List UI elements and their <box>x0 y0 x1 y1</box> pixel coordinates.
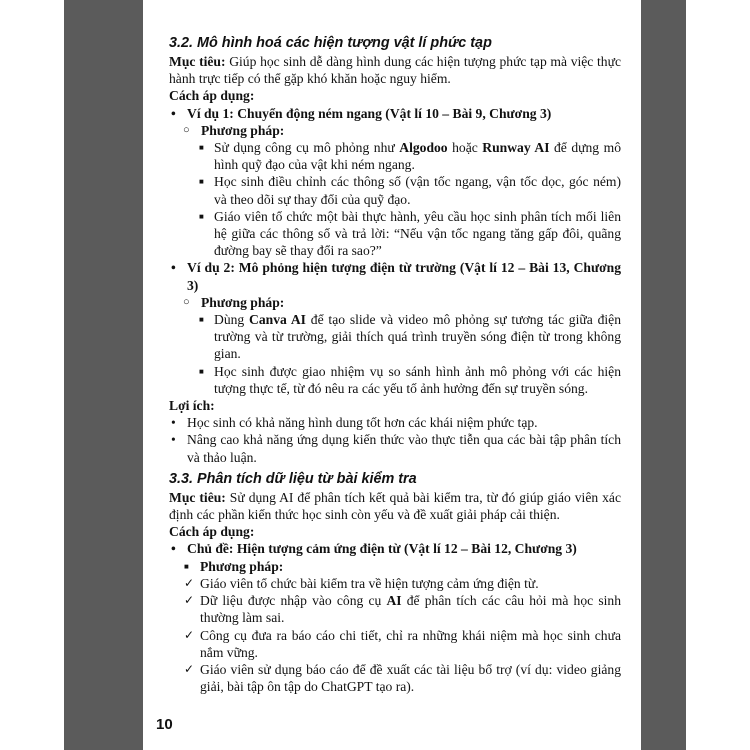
square-bullet-icon: ■ <box>199 143 204 153</box>
round-bullet-icon: • <box>171 432 176 448</box>
check-item-1: ✓ Giáo viên tổ chức bài kiểm tra về hiện tượng cảm ứng điện từ. <box>184 575 539 591</box>
right-gray-band <box>641 0 686 750</box>
check-icon: ✓ <box>184 627 195 642</box>
square-bullet-icon: ■ <box>184 561 189 571</box>
topic-method: ■ Phương pháp: <box>184 558 284 574</box>
topic-title: • Chủ đề: Hiện tượng cảm ứng điện từ (Vật lí 12 – Bài 12, Chương 3) <box>171 541 577 557</box>
goal-paragraph <box>169 53 621 87</box>
example-2-step-2: ■ Học sinh được giao nhiệm vụ so sánh hình ảnh mô phỏng với các hiện tượng thực tế, từ đó nêu ra các yếu tố ảnh hưởng đến sự truyền sóng. <box>199 363 621 396</box>
hollow-bullet-icon: ○ <box>183 123 190 136</box>
apply-label-3-3: Cách áp dụng: <box>169 524 255 540</box>
example-1-method: ○ Phương pháp: <box>183 122 285 138</box>
goal-text: Giúp học sinh dễ dàng hình dung các hiện tượng phức tạp mà việc thực hành trực tiếp có thể gặp khó khăn hoặc nguy hiểm. <box>169 54 621 87</box>
round-bullet-icon: • <box>171 260 176 276</box>
benefit-item-2: • Nâng cao khả năng ứng dụng kiến thức vào thực tiễn qua các bài tập phân tích và thảo luận. <box>171 432 621 465</box>
goal-paragraph-3-3 <box>169 489 621 523</box>
goal-label: Mục tiêu: <box>169 489 226 505</box>
section-heading-3-3: 3.3. Phân tích dữ liệu từ bài kiểm tra <box>169 470 417 487</box>
page-content <box>169 34 621 695</box>
example-2-title: • Ví dụ 2: Mô phỏng hiện tượng điện từ trường (Vật lí 12 – Bài 13, Chương 3) <box>171 260 621 293</box>
example-1-step-1: ■ Sử dụng công cụ mô phỏng như Algodoo hoặc Runway AI để dựng mô hình quỹ đạo của vật khi ném ngang. <box>199 140 621 173</box>
square-bullet-icon: ■ <box>199 211 204 221</box>
example-1-title: • Ví dụ 1: Chuyển động ném ngang (Vật lí 10 – Bài 9, Chương 3) <box>171 105 552 121</box>
goal-text: Sử dụng AI để phân tích kết quả bài kiểm tra, từ đó giúp giáo viên xác định các phần kiến thức học sinh còn yếu và đề xuất giải pháp cải thiện. <box>169 489 621 523</box>
square-bullet-icon: ■ <box>199 366 204 376</box>
goal-label: Mục tiêu: <box>169 54 226 69</box>
benefit-label: Lợi ích: <box>169 398 215 414</box>
round-bullet-icon: • <box>171 541 176 557</box>
example-1-step-2: ■ Học sinh điều chỉnh các thông số (vận tốc ngang, vận tốc dọc, góc ném) và theo dõi sự thay đổi của quỹ đạo. <box>199 174 621 207</box>
check-item-4: ✓ Giáo viên sử dụng báo cáo để đề xuất các tài liệu bổ trợ (ví dụ: video giảng giải, bài tập ôn tập do ChatGPT tạo ra). <box>184 661 621 695</box>
hollow-bullet-icon: ○ <box>183 295 190 308</box>
check-icon: ✓ <box>184 593 195 608</box>
round-bullet-icon: • <box>171 105 176 121</box>
benefit-item-1: • Học sinh có khả năng hình dung tốt hơn các khái niệm phức tạp. <box>171 415 538 431</box>
check-icon: ✓ <box>184 575 195 590</box>
square-bullet-icon: ■ <box>199 315 204 325</box>
round-bullet-icon: • <box>171 415 176 431</box>
check-item-2: ✓ Dữ liệu được nhập vào công cụ AI để phân tích các câu hỏi mà học sinh thường làm sai. <box>184 593 621 626</box>
check-icon: ✓ <box>184 661 195 676</box>
apply-label: Cách áp dụng: <box>169 88 255 104</box>
example-1-step-3: ■ Giáo viên tổ chức một bài thực hành, yêu cầu học sinh phân tích mối liên hệ giữa các thông số và trả lời: “Nếu vận tốc ngang tăng gấp đôi, quãng đường bay sẽ thay đổi ra sao?” <box>199 208 621 259</box>
square-bullet-icon: ■ <box>199 177 204 187</box>
document-page <box>143 0 641 750</box>
example-2-step-1: ■ Dùng Canva AI để tạo slide và video mô phỏng sự tương tác giữa điện trường và từ trường, giải thích quá trình truyền sóng điện từ trong không gian. <box>199 312 621 362</box>
left-gray-band <box>64 0 143 750</box>
check-item-3: ✓ Công cụ đưa ra báo cáo chi tiết, chỉ ra những khái niệm mà học sinh chưa nắm vững. <box>184 627 621 660</box>
page-number: 10 <box>156 716 173 733</box>
example-2-method: ○ Phương pháp: <box>183 294 285 310</box>
section-heading-3-2: 3.2. Mô hình hoá các hiện tượng vật lí phức tạp <box>169 35 492 51</box>
